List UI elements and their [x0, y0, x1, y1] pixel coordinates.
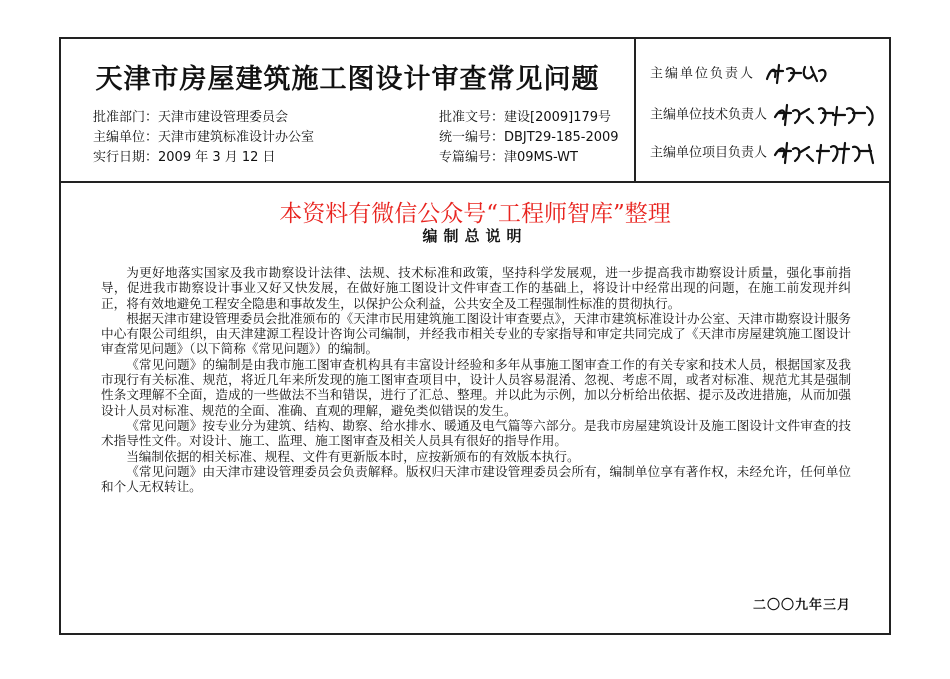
signature-row-technical-head [650, 101, 879, 129]
approval-info [93, 108, 314, 168]
chief-editor-unit: 主编单位：天津市建筑标准设计办公室 [93, 130, 315, 145]
handwritten-signature [773, 101, 879, 129]
signature-role-label: 主编单位项目负责人 [650, 145, 768, 161]
effective-date: 实行日期：2009 年 3 月 12 日 [93, 150, 276, 165]
special-number: 专篇编号：津09MS-WT [439, 150, 578, 165]
handwritten-signature [773, 139, 879, 167]
signature-block [636, 39, 889, 181]
document-numbers [439, 108, 619, 168]
document-date: 二〇〇九年三月 [752, 598, 851, 613]
handwritten-signature [761, 61, 833, 87]
section-title: 编制总说明 [422, 227, 528, 245]
signature-role-label: 主编单位技术负责人 [650, 107, 768, 123]
signature-row-unit-head [650, 61, 833, 87]
paragraph: 当编制依据的相关标准、规程、文件有更新版本时，应按新颁布的有效版本执行。 [126, 448, 580, 464]
approval-number: 批准文号：建设[2009]179号 [439, 110, 612, 125]
title-block [61, 39, 889, 183]
document-title: 天津市房屋建筑施工图设计审查常见问题 [95, 64, 600, 95]
paragraph: 《常见问题》的编制是由我市施工图审查机构具有丰富设计经验和多年从事施工图审查工作的有关专家和技术人员，根据国家及我市现行有关标准、规范，将近几年来所发现的施工图审查项目中，设计人员容易混淆、忽视、考虑不周，或者对标准、规范尤其是强制性条文理解不全面，造成的一些做法不当和错误，进行了汇总、整理。并以此为示例，加以分析给出依据、提示及改进措施，从而加强设计人员对标准、规范的全面、准确、直观的理解，避免类似错误的发生。 [101, 356, 851, 418]
paragraph: 《常见问题》按专业分为建筑、结构、勘察、给水排水、暖通及电气篇等六部分。是我市房屋建筑设计及施工图设计文件审查的技术指导性文件。对设计、施工、监理、施工图审查及相关人员具有很好的指导作用。 [101, 417, 851, 449]
explanation-text [101, 265, 851, 494]
paragraph: 《常见问题》由天津市建设管理委员会负责解释。版权归天津市建设管理委员会所有，编制单位享有著作权，未经允许，任何单位和个人无权转让。 [101, 463, 851, 495]
approval-department: 批准部门：天津市建设管理委员会 [93, 110, 289, 125]
paragraph: 根据天津市建设管理委员会批准颁布的《天津市民用建筑施工图设计审查要点》，天津市建筑标准设计办公室、天津市勘察设计服务中心有限公司组织，由天津建源工程设计咨询公司编制，并经我市相关专业的专家指导和审定共同完成了《天津市房屋建筑施工图设计审查常见问题》（以下简称《常见问题》）的编制。 [101, 310, 851, 357]
watermark-notice: 本资料有微信公众号“工程师智库”整理 [279, 201, 671, 227]
paragraph: 为更好地落实国家及我市勘察设计法律、法规、技术标准和政策，坚持科学发展观，进一步提高我市勘察设计质量，强化事前指导，促进我市勘察设计事业又好又快发展，在做好施工图设计文件审查工作的基础上，将设计中经常出现的问题，在施工前发现并纠正，将有效地避免工程安全隐患和事故发生，以保护公众利益，公共安全及工程强制性标准的贯彻执行。 [101, 265, 851, 311]
signature-row-project-head [650, 139, 879, 167]
title-block-left [61, 39, 636, 181]
signature-role-label: 主编单位负责人 [650, 66, 756, 82]
unified-number: 统一编号：DBJT29-185-2009 [439, 130, 619, 145]
document-frame [59, 37, 891, 635]
document-body [61, 181, 889, 633]
